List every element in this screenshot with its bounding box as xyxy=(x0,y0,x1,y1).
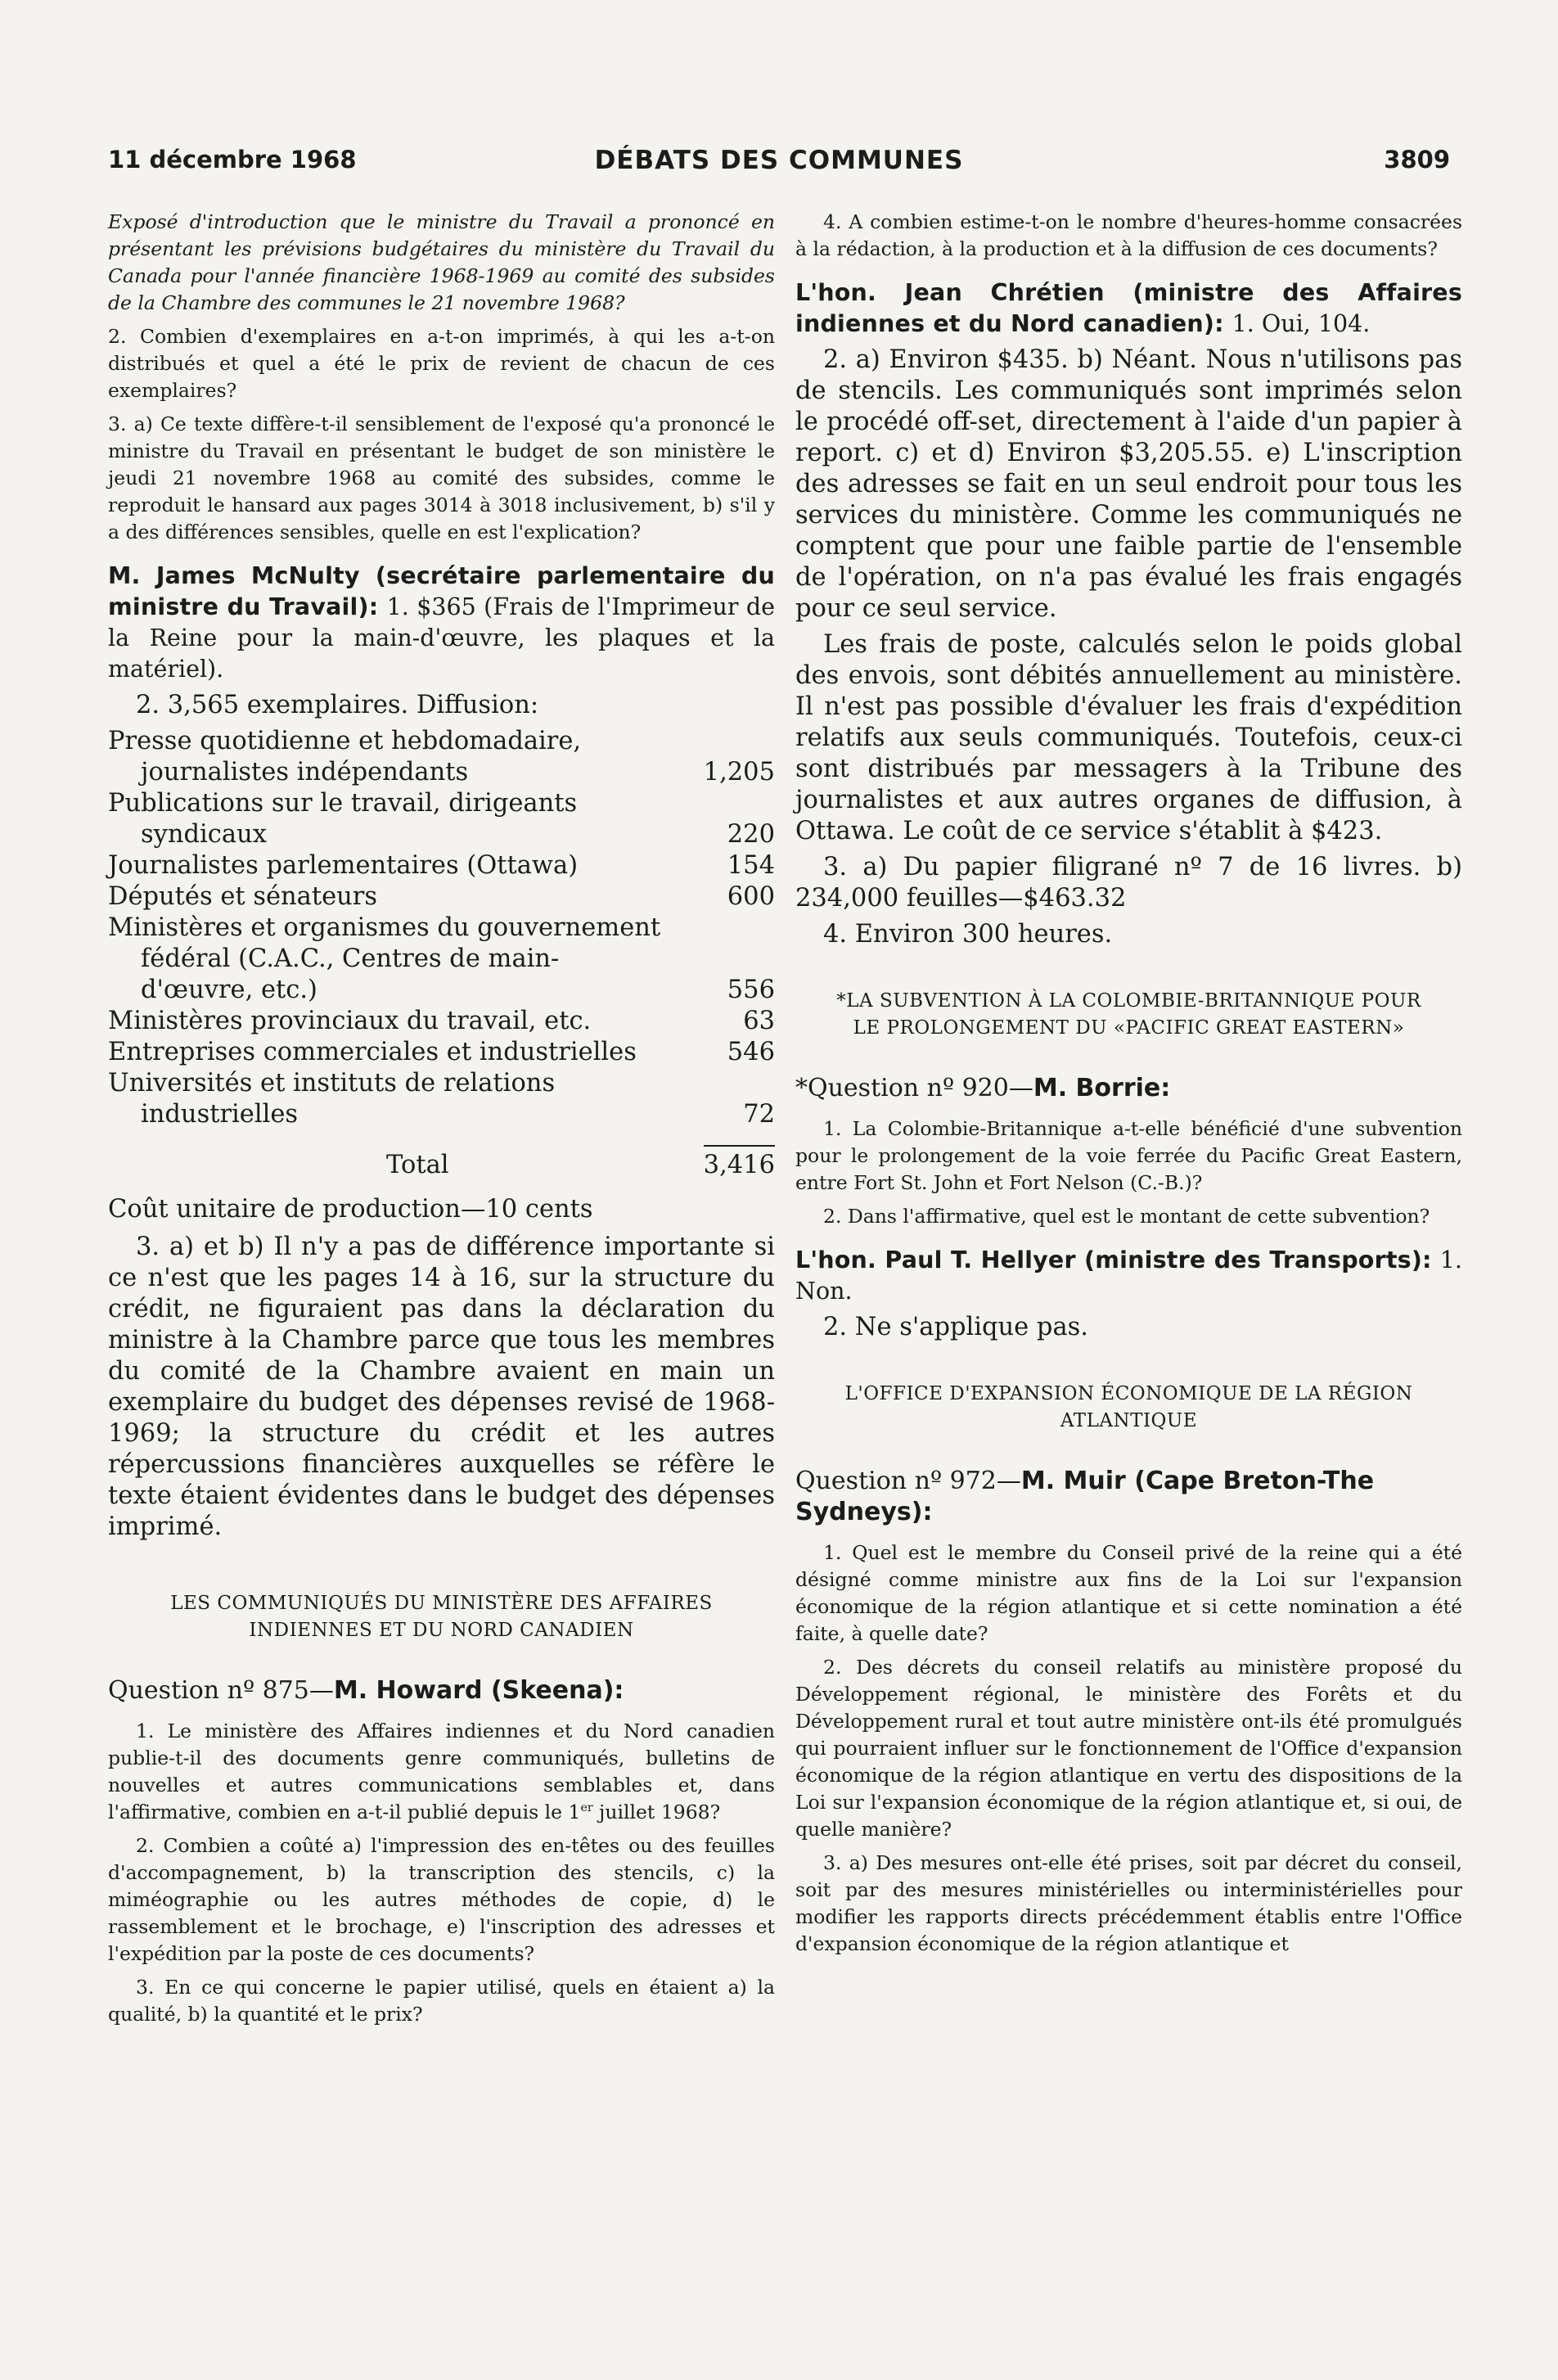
chretien-answer-2: 2. a) Environ $435. b) Néant. Nous n'utilisons pas de stencils. Les communiqués sont imprimés selon le procédé off-set, directement à l'aide d'un papier à report. c) et d) Environ $3,205.55. e) L'inscription des adresses se fait en un seul endroit pour tous les services du ministère. Comme les communiqués ne comptent que pour une faible partie de l'ensemble de l'opération, on n'a pas évalué les frais engagés pour ce seul service. xyxy=(795,345,1462,623)
distribution-row xyxy=(108,1006,775,1037)
answer-mcnulty xyxy=(108,561,775,685)
distribution-row xyxy=(108,850,775,881)
distribution-label: Universités et instituts de relations industrielles xyxy=(108,1069,556,1129)
q920-item-1: 1. La Colombie-Britannique a-t-elle bénéficié d'une subvention pour le prolongement de la voie ferrée du Pacific Great Eastern, entre Fort St. John et Fort Nelson (C.-B.)? xyxy=(795,1117,1462,1194)
distribution-value: 1,205 xyxy=(703,758,775,787)
question-875-prefix: Question nº 875— xyxy=(108,1676,334,1705)
page-number: 3809 xyxy=(1384,146,1450,174)
section-heading-indian-affairs: LES COMMUNIQUÉS DU MINISTÈRE DES AFFAIRES INDIENNES ET DU NORD CANADIEN xyxy=(170,1593,713,1641)
distribution-value: 600 xyxy=(727,882,775,911)
answer-1: 1. $365 (Frais de l'Imprimeur de la Reine pour la main-d'œuvre, les plaques et la matériel). xyxy=(108,593,775,683)
section-heading-bc: *LA SUBVENTION À LA COLOMBIE-BRITANNIQUE POUR LE PROLONGEMENT DU «PACIFIC GREAT EASTERN» xyxy=(836,990,1421,1039)
question-2: 2. Combien d'exemplaires en a-t-on imprimés, à qui les a-t-on distribués et quel a été le prix de revient de chacun de ces exemplaires? xyxy=(108,325,775,402)
question-972-prefix: Question nº 972— xyxy=(795,1467,1021,1495)
section-heading-atlantic: L'OFFICE D'EXPANSION ÉCONOMIQUE DE LA RÉGION ATLANTIQUE xyxy=(844,1383,1413,1431)
distribution-value: 63 xyxy=(743,1007,775,1035)
hellyer-answer-1: 1. Non. xyxy=(795,1246,1462,1305)
total-label: Total xyxy=(386,1151,449,1179)
hellyer-answer-2: 2. Ne s'applique pas. xyxy=(823,1313,1088,1341)
question-972-member: M. Muir (Cape Breton-The Sydneys): xyxy=(795,1467,1375,1526)
total-row xyxy=(108,1150,775,1183)
distribution-label: Ministères et organismes du gouvernement fédéral (C.A.C., Centres de main-d'œuvre, etc.) xyxy=(108,913,661,1004)
q875-item-3: 3. En ce qui concerne le papier utilisé, quels en étaient a) la qualité, b) la quantité et le prix? xyxy=(108,1976,775,2026)
distribution-label: Ministères provinciaux du travail, etc. xyxy=(108,1007,592,1035)
question-intro: Exposé d'introduction que le ministre du Travail a prononcé en présentant les prévisions budgétaires du ministère du Travail du Canada pour l'année financière 1968-1969 au comité des subsides de la Chambre des communes le 21 novembre 1968? xyxy=(108,210,775,314)
answer-hellyer xyxy=(795,1245,1462,1307)
left-column xyxy=(108,209,775,2035)
distribution-value: 220 xyxy=(727,820,775,849)
chretien-postage: Les frais de poste, calculés selon le poids global des envois, sont débités annuellement au ministère. Il n'est pas possible d'évaluer les frais d'expédition relatifs aux seuls communiqués. Toutefois, ceux-ci sont distribués par messagers à la Tribune des journalistes et aux autres organes de diffusion, à Ottawa. Le coût de ce service s'établit à $423. xyxy=(795,630,1462,845)
q972-item-3: 3. a) Des mesures ont-elle été prises, soit par décret du conseil, soit par des mesures ministérielles ou interministérielles pour modifier les rapports directs précédemment établis entre l'Office d'expansion économique de la région atlantique et xyxy=(795,1851,1462,1955)
q875-item-1: 1. Le ministère des Affaires indiennes et du Nord canadien publie-t-il des documents genre communiqués, bulletins de nouvelles et autres communications semblables et, dans l'affirmative, combien en a-t-il publié depuis le 1er juillet 1968? xyxy=(108,1720,775,1823)
speaker-mcnulty: M. James McNulty (secrétaire parlementaire du ministre du Travail): xyxy=(108,562,775,620)
distribution-value: 72 xyxy=(743,1100,775,1129)
distribution-label: Députés et sénateurs xyxy=(108,882,378,911)
speaker-chretien: L'hon. Jean Chrétien (ministre des Affaires indiennes et du Nord canadien): xyxy=(795,279,1462,337)
question-875 xyxy=(108,1675,775,1706)
chretien-answer-4: 4. Environ 300 heures. xyxy=(823,920,1113,949)
question-920-prefix: *Question nº 920— xyxy=(795,1074,1033,1102)
question-920-member: M. Borrie: xyxy=(1033,1074,1171,1102)
chretien-answer-3: 3. a) Du papier filigrané nº 7 de 16 livres. b) 234,000 feuilles—$463.32 xyxy=(795,853,1462,913)
distribution-row xyxy=(108,726,775,788)
question-972 xyxy=(795,1466,1462,1528)
distribution-label: Presse quotidienne et hebdomadaire, journalistes indépendants xyxy=(108,727,582,787)
distribution-table xyxy=(108,726,775,1130)
q972-item-1: 1. Quel est le membre du Conseil privé de la reine qui a été désigné comme ministre aux fins de la Loi sur l'expansion économique de la région atlantique et si cette nomination a été faite, à quelle date? xyxy=(795,1541,1462,1645)
distribution-value: 154 xyxy=(727,851,775,880)
header-date: 11 décembre 1968 xyxy=(108,146,357,174)
distribution-value: 556 xyxy=(727,976,775,1004)
distribution-label: Publications sur le travail, dirigeants syndicaux xyxy=(108,789,578,849)
q972-item-2: 2. Des décrets du conseil relatifs au ministère proposé du Développement régional, le ministère des Forêts et du Développement rural et tout autre ministère ont-ils été promulgués qui pourraient influer sur le fonctionnement de l'Office d'expansion économique de la région atlantique en vertu des dispositions de la Loi sur l'expansion économique de la région atlantique et, si oui, de quelle manière? xyxy=(795,1656,1462,1841)
speaker-hellyer: L'hon. Paul T. Hellyer (ministre des Transports): xyxy=(795,1246,1432,1273)
question-875-member: M. Howard (Skeena): xyxy=(333,1676,624,1705)
distribution-row xyxy=(108,788,775,850)
total-value: 3,416 xyxy=(704,1145,775,1181)
answer-chretien xyxy=(795,277,1462,340)
right-column xyxy=(795,209,1462,1964)
journal-title: DÉBATS DES COMMUNES xyxy=(594,146,964,175)
q875-item-2: 2. Combien a coûté a) l'impression des en-têtes ou des feuilles d'accompagnement, b) la transcription des stencils, c) la miméographie ou les autres méthodes de copie, d) le rassemblement et le brochage, e) l'inscription des adresses et l'expédition par la poste de ces documents? xyxy=(108,1834,775,1965)
distribution-row xyxy=(108,1068,775,1130)
question-920 xyxy=(795,1073,1462,1104)
q920-item-2: 2. Dans l'affirmative, quel est le montant de cette subvention? xyxy=(823,1205,1430,1228)
chretien-answer-1: 1. Oui, 104. xyxy=(1232,310,1371,337)
q875-item-4: 4. A combien estime-t-on le nombre d'heures-homme consacrées à la rédaction, à la production et à la diffusion de ces documents? xyxy=(795,210,1462,260)
distribution-row xyxy=(108,881,775,913)
distribution-row xyxy=(108,913,775,1006)
unit-cost: Coût unitaire de production—10 cents xyxy=(108,1195,593,1224)
answer-2: 2. 3,565 exemplaires. Diffusion: xyxy=(136,691,539,719)
answer-3: 3. a) et b) Il n'y a pas de différence importante si ce n'est que les pages 14 à 16, sur la structure du crédit, ne figuraient pas dans la déclaration du ministre à la Chambre parce que tous les membres du comité de la Chambre avaient en main un exemplaire du budget des dépenses revisé de 1968-1969; la structure du crédit et les autres répercussions financières auxquelles se réfère le texte étaient évidentes dans le budget des dépenses imprimé. xyxy=(108,1233,775,1541)
distribution-label: Entreprises commerciales et industrielles xyxy=(108,1038,637,1066)
distribution-value: 546 xyxy=(727,1038,775,1066)
distribution-row xyxy=(108,1037,775,1068)
page-header xyxy=(108,146,1450,178)
question-3: 3. a) Ce texte diffère-t-il sensiblement de l'exposé qu'a prononcé le ministre du Travail en présentant le budget de son ministère le jeudi 21 novembre 1968 au comité des subsides, comme le reproduit le hansard aux pages 3014 à 3018 inclusivement, b) s'il y a des différences sensibles, quelle en est l'explication? xyxy=(108,412,775,543)
distribution-label: Journalistes parlementaires (Ottawa) xyxy=(108,851,579,880)
